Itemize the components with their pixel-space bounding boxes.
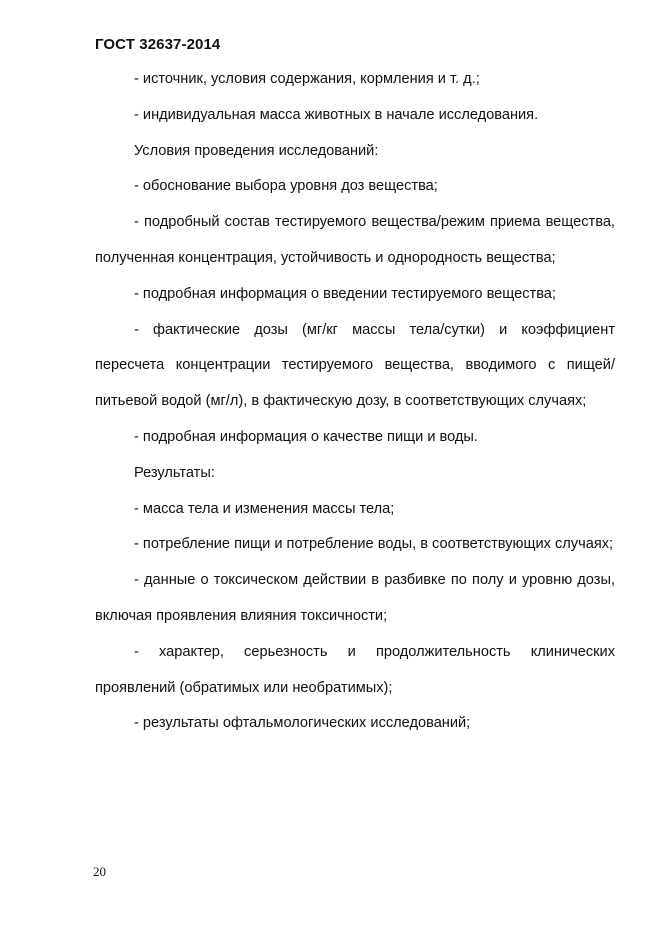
list-item: - индивидуальная масса животных в начале исследования. [134, 106, 539, 123]
list-item: - масса тела и изменения массы тела; [134, 500, 395, 517]
list-item: - подробная информация о введении тестируемого вещества; [134, 285, 556, 302]
list-item: - обоснование выбора уровня доз вещества; [134, 178, 438, 195]
page-number: 20 [93, 864, 106, 879]
document-header: ГОСТ 32637-2014 [95, 36, 221, 53]
section-heading: Результаты: [134, 464, 215, 481]
list-item: - характер, серьезность и продолжительность клинических проявлений (обратимых или необратимых); [95, 643, 615, 696]
list-item: - результаты офтальмологических исследований; [134, 715, 471, 732]
list-item: - фактические дозы (мг/кг массы тела/сутки) и коэффициент пересчета концентрации тестируемого вещества, вводимого с пищей/питьевой водой (мг/л), в фактическую дозу, в соответствующих случаях; [95, 321, 615, 410]
document-body [95, 62, 615, 742]
list-item: - потребление пищи и потребление воды, в соответствующих случаях; [134, 536, 614, 553]
list-item: - источник, условия содержания, кормления и т. д.; [134, 71, 480, 87]
list-item: - данные о токсическом действии в разбивке по полу и уровню дозы, включая проявления влияния токсичности; [95, 572, 615, 624]
list-item: - подробный состав тестируемого вещества/режим приема вещества, полученная концентрация, устойчивость и однородность вещества; [95, 214, 615, 266]
section-heading: Условия проведения исследований: [134, 142, 379, 159]
list-item: - подробная информация о качестве пищи и воды. [134, 428, 478, 445]
